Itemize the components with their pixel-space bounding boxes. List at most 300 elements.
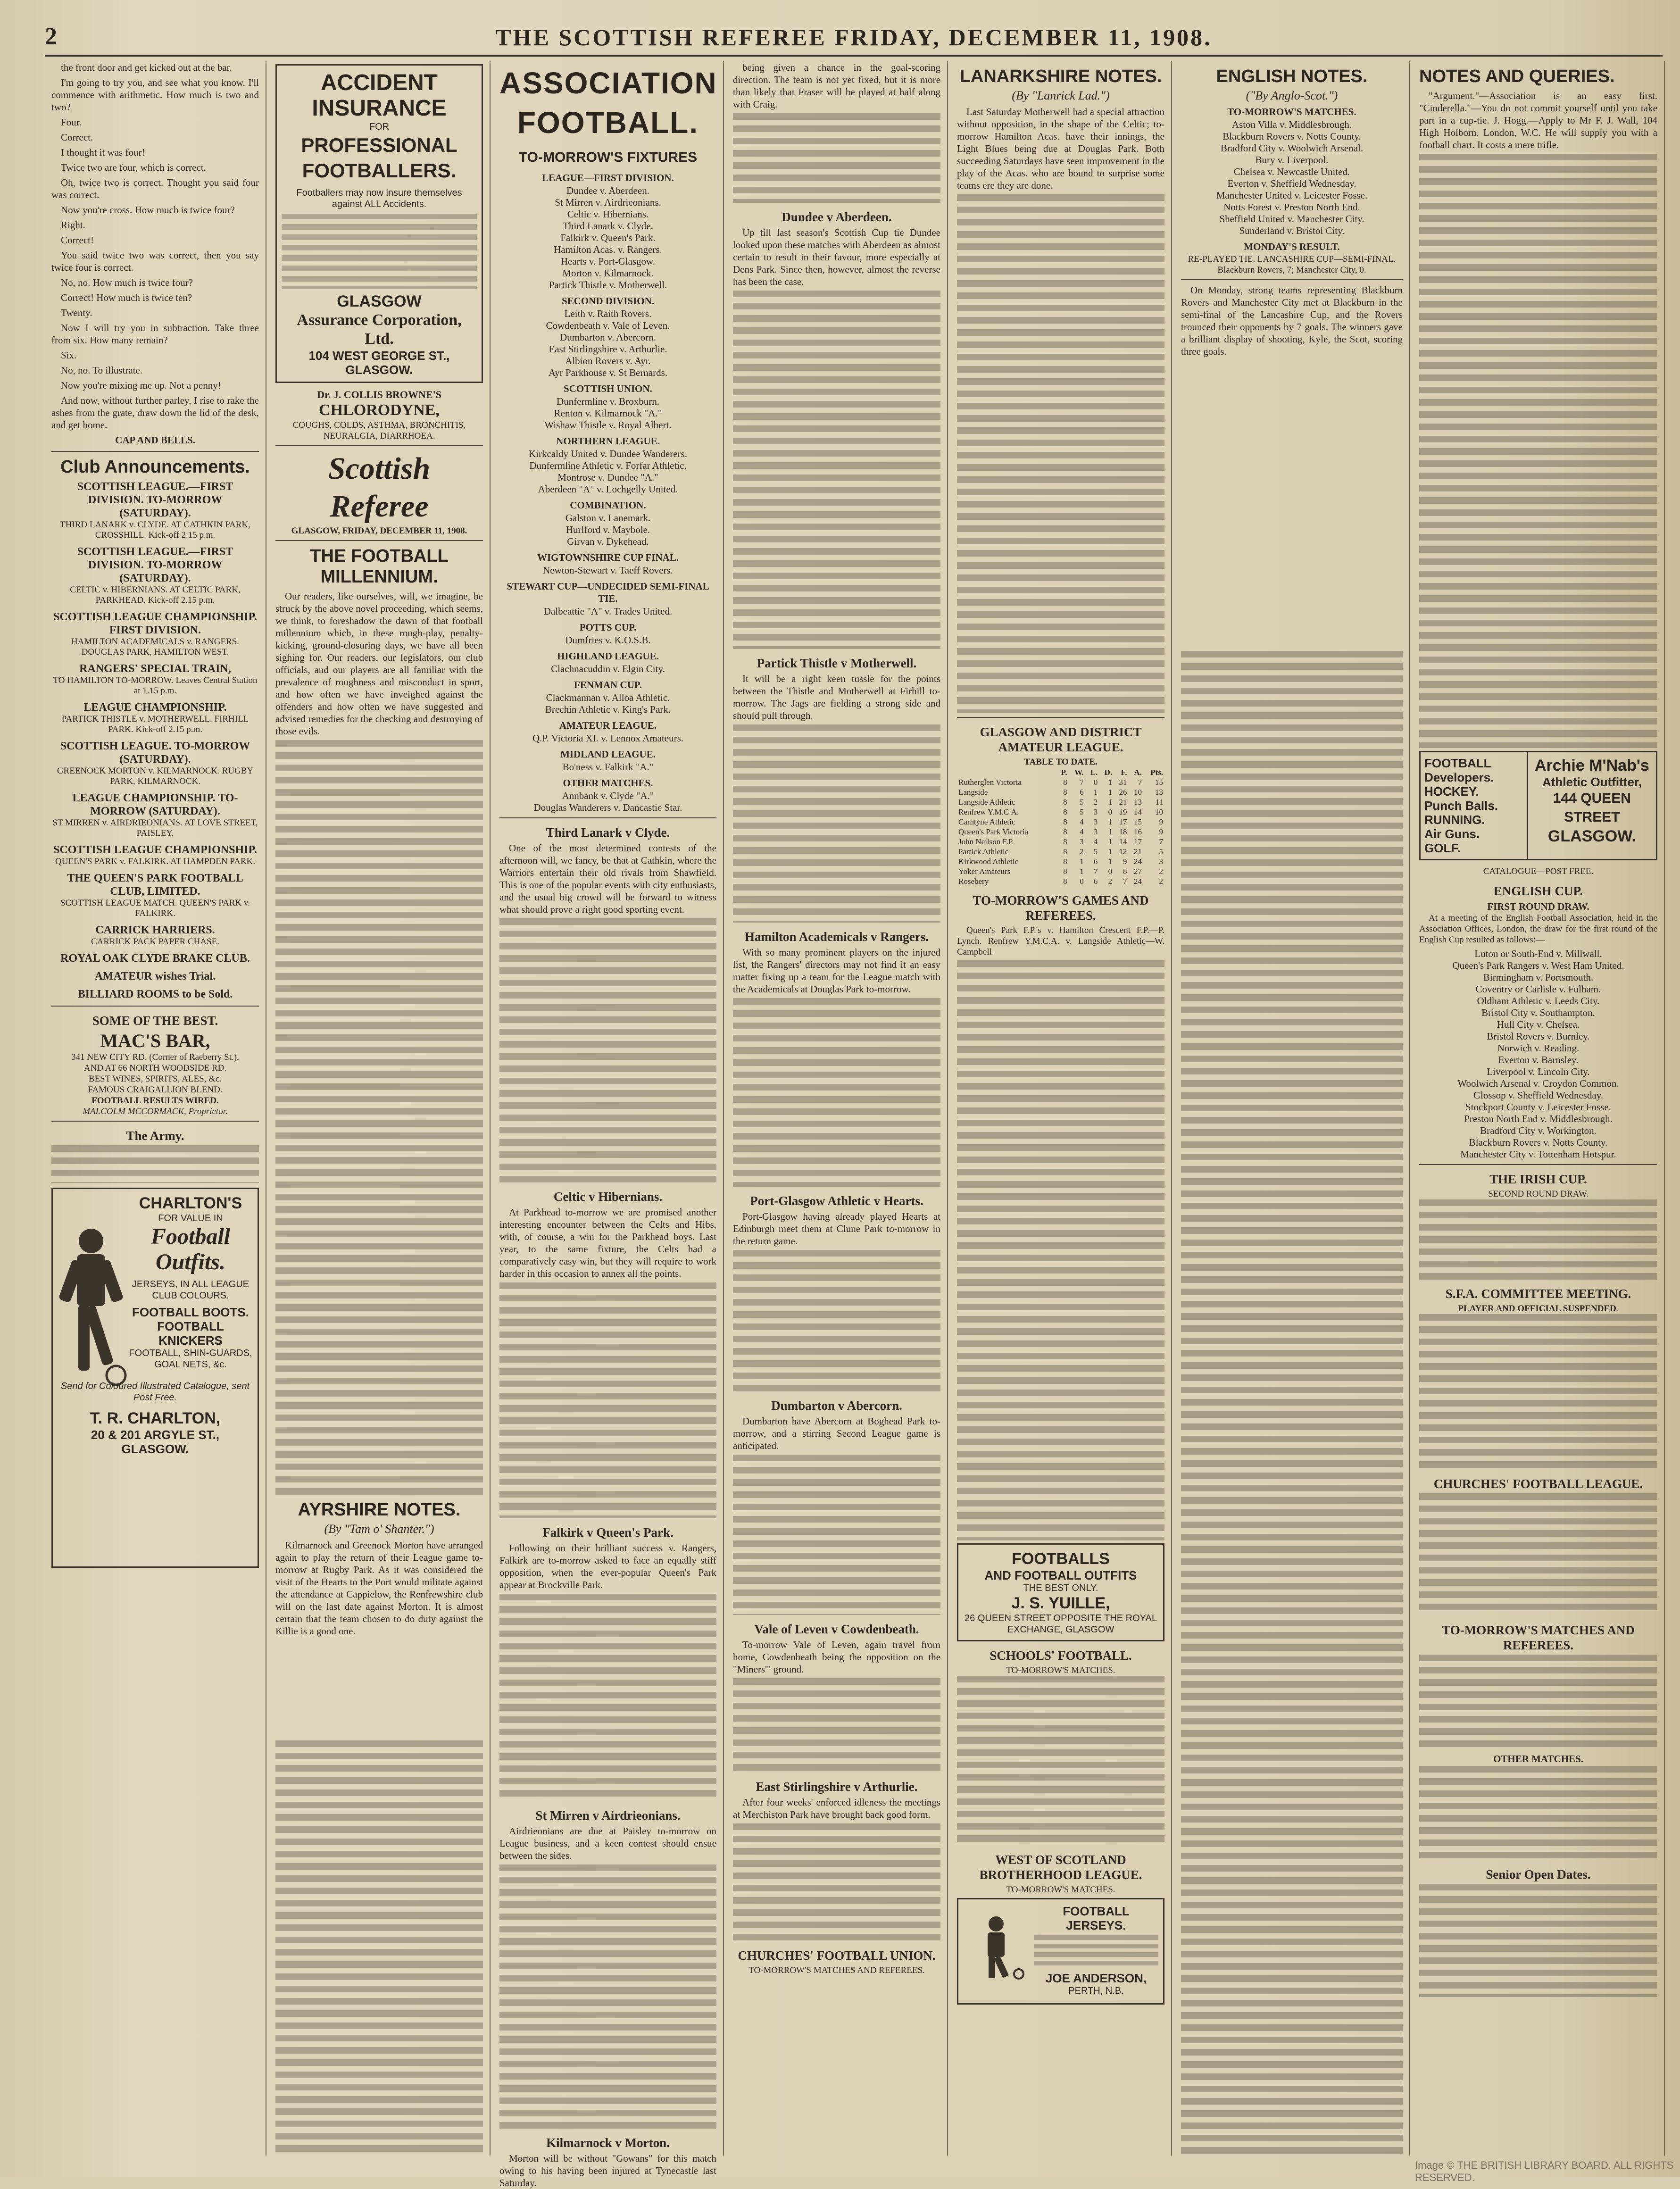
fixture-item: Oldham Athletic v. Leeds City. [1477, 995, 1600, 1007]
match-text: Morton will be without "Gowans" for this match owing to his having been injured at Tynecastle last Saturday. [499, 2153, 716, 2189]
table-cell: 8 [1063, 788, 1067, 797]
insurance-address: GLASGOW. [345, 363, 413, 377]
text-lines [275, 1740, 483, 2156]
fixture-list [499, 185, 716, 291]
fixture-list [499, 396, 716, 431]
table-cell: 3 [1093, 807, 1098, 816]
text-lines [275, 740, 483, 1495]
text-lines [1419, 154, 1657, 748]
table-cell: Renfrew Y.M.C.A. [958, 807, 1019, 816]
divider [51, 1006, 259, 1007]
table-cell: 15 [1155, 778, 1163, 787]
text-lines [733, 724, 940, 923]
english-cup-heading: ENGLISH CUP. [1493, 884, 1583, 898]
table-cell: 1 [1108, 837, 1113, 846]
fixture-item: Montrose v. Dundee "A." [557, 472, 658, 483]
fixture-item: Kirkcaldy United v. Dundee Wanderers. [529, 448, 687, 459]
fixture-item: Bristol City v. Southampton. [1481, 1007, 1595, 1018]
club-notice [51, 872, 259, 919]
fixture-item: Aberdeen "A" v. Lochgelly United. [538, 483, 678, 495]
club-notice-heading: SCOTTISH LEAGUE CHAMPIONSHIP. FIRST DIVISION. [53, 611, 257, 636]
table-cell: 9 [1159, 817, 1163, 826]
dialogue-line: Right. [61, 219, 85, 231]
match-heading: Falkirk v Queen's Park. [542, 1525, 674, 1540]
match-text: To-morrow Vale of Leven, again travel from home, Cowdenbeath being the opposition on the "Miners'" ground. [733, 1639, 940, 1675]
table-cell: 10 [1133, 788, 1142, 797]
club-notices [51, 480, 259, 1001]
dialogue-line: Six. [61, 350, 77, 361]
fixture-list [499, 448, 716, 495]
chlorodyne-title: CHLORODYNE, [319, 401, 440, 419]
column-5 [950, 61, 1172, 2156]
table-cell: 7 [1093, 867, 1098, 876]
fixture-item: Q.P. Victoria XI. v. Lennox Amateurs. [532, 732, 684, 744]
fixture-item: Bo'ness v. Falkirk "A." [562, 761, 654, 773]
text-lines [733, 113, 940, 203]
fixture-item: Dumbarton v. Abercorn. [560, 332, 656, 343]
club-notice-body: CARRICK PACK PAPER CHASE. [91, 937, 220, 947]
table-cell: 6 [1080, 788, 1084, 797]
table-row [957, 876, 1164, 886]
table-cell: 13 [1133, 798, 1142, 807]
league-heading: OTHER MATCHES. [563, 777, 653, 789]
charlton-advert [51, 1188, 259, 1568]
text-lines [733, 1455, 940, 1615]
dialogue-line: No, no. How much is twice four? [61, 277, 193, 288]
table-cell: 1 [1108, 827, 1113, 836]
column-2 [269, 61, 491, 2156]
fixture-list [499, 692, 716, 716]
best-heading: SOME OF THE BEST. [92, 1014, 218, 1028]
mcnab-address: 144 QUEEN STREET [1553, 791, 1631, 825]
fixture-list [499, 512, 716, 548]
match-heading: Dundee v Aberdeen. [782, 210, 892, 224]
text-lines [1419, 1884, 1657, 1997]
fixture-item: Glossop v. Sheffield Wednesday. [1473, 1090, 1604, 1101]
churches-league-heading: CHURCHES' FOOTBALL LEAGUE. [1433, 1477, 1643, 1491]
club-notice [51, 924, 259, 947]
table-cell: Queen's Park Victoria [958, 827, 1029, 836]
table-cell: 4 [1093, 837, 1098, 846]
table-cell: 17 [1133, 837, 1142, 846]
table-header-cell: W. [1074, 768, 1084, 777]
fixture-item: Bradford City v. Woolwich Arsenal. [1220, 142, 1364, 154]
text-lines [957, 1022, 1164, 1540]
charlton-line: FOOTBALL KNICKERS [157, 1319, 224, 1348]
fixture-list [499, 732, 716, 744]
fixture-item: Norwich v. Reading. [1497, 1042, 1580, 1054]
macs-bar-line: BEST WINES, SPIRITS, ALES, &c. [88, 1074, 222, 1084]
yuille-advert [957, 1543, 1164, 1641]
macs-bar-proprietor: MALCOLM MCCORMACK, Proprietor. [83, 1107, 228, 1116]
fixture-item: Birmingham v. Portsmouth. [1483, 972, 1594, 983]
match-heading: Vale of Leven v Cowdenbeath. [754, 1622, 919, 1636]
divider [957, 717, 1164, 718]
mcnab-catalogue: CATALOGUE—POST FREE. [1483, 866, 1594, 876]
dialogue-line: the front door and get kicked out at the bar. [61, 62, 232, 73]
divider [275, 540, 483, 541]
table-cell: 6 [1093, 877, 1098, 886]
column-4 [726, 61, 948, 2156]
table-row [957, 866, 1164, 876]
fixture-item: Chelsea v. Newcastle United. [1233, 166, 1350, 177]
league-heading: STEWART CUP—UNDECIDED SEMI-FINAL TIE. [507, 581, 709, 604]
macs-bar-line: AND AT 66 NORTH WOODSIDE RD. [83, 1063, 227, 1073]
table-cell: Partick Athletic [958, 847, 1009, 856]
table-cell: 9 [1159, 827, 1163, 836]
fixture-item: Newton-Stewart v. Taeff Rovers. [543, 565, 673, 576]
insurance-title: FOOTBALLERS. [302, 159, 457, 182]
fixture-item: Notts Forest v. Preston North End. [1223, 201, 1360, 213]
match-text: Airdrieonians are due at Paisley to-morrow on League business, and a keen contest should ensue between the sides. [499, 1825, 716, 1861]
fixtures-heading: TO-MORROW'S FIXTURES [518, 150, 698, 165]
fixture-item: Luton or South-End v. Millwall. [1474, 948, 1602, 959]
club-notice-heading: SCOTTISH LEAGUE.—FIRST DIVISION. TO-MORROW (SATURDAY). [77, 546, 233, 584]
divider [51, 1121, 259, 1122]
table-cell: 5 [1080, 807, 1084, 816]
league-heading: MIDLAND LEAGUE. [560, 749, 656, 760]
table-cell: Kirkwood Athletic [958, 857, 1019, 866]
insurance-title: INSURANCE [312, 96, 447, 121]
text-lines [1419, 1766, 1657, 1860]
other-matches-heading: OTHER MATCHES. [1493, 1753, 1583, 1765]
fixture-list [499, 565, 716, 576]
club-notice-body: THIRD LANARK v. CLYDE. AT CATHKIN PARK, CROSSHILL. Kick-off 2.15 p.m. [60, 520, 250, 540]
table-cell: 1 [1108, 847, 1113, 856]
fixture-item: Third Lanark v. Clyde. [563, 220, 653, 232]
fixture-item: Bury v. Liverpool. [1255, 154, 1329, 166]
monday-result: Blackburn Rovers, 7; Manchester City, 0. [1217, 265, 1366, 275]
fixture-item: Blackburn Rovers v. Notts County. [1223, 131, 1361, 142]
jersey-name: JOE ANDERSON, [1045, 1971, 1147, 1985]
league-heading: LEAGUE—FIRST DIVISION. [542, 172, 674, 183]
macs-bar-title: MAC'S BAR, [100, 1030, 210, 1051]
fixture-item: Dunfermline Athletic v. Forfar Athletic. [529, 460, 687, 471]
table-heading: TABLE TO DATE. [1024, 757, 1098, 767]
club-notice [51, 843, 259, 867]
club-notice-heading: AMATEUR wishes Trial. [94, 970, 216, 982]
jersey-address: PERTH, N.B. [1068, 1986, 1124, 1996]
table-cell: 1 [1108, 778, 1113, 787]
league-heading: FENMAN CUP. [574, 679, 642, 691]
fixture-item: Liverpool v. Lincoln City. [1487, 1066, 1590, 1077]
table-cell: 11 [1155, 798, 1163, 807]
charlton-line: FOR VALUE IN [158, 1213, 223, 1224]
table-row [957, 817, 1164, 827]
mcnab-advert [1419, 751, 1657, 860]
churches-sub: TO-MORROW'S MATCHES AND REFEREES. [749, 1965, 925, 1975]
divider [1181, 279, 1403, 280]
match-heading: Port-Glasgow Athletic v Hearts. [750, 1194, 923, 1208]
divider [1419, 1164, 1657, 1165]
divider [275, 445, 483, 446]
table-cell: 5 [1080, 798, 1084, 807]
club-notice [51, 610, 259, 658]
fixture-list [499, 634, 716, 646]
table-row [957, 847, 1164, 857]
games-heading: TO-MORROW'S GAMES AND REFEREES. [973, 893, 1149, 923]
section-title: ASSOCIATION FOOTBALL. [499, 66, 717, 140]
table-cell: 4 [1080, 817, 1084, 826]
dialogue-line: Twenty. [61, 307, 92, 318]
table-cell: Rosebery [958, 877, 989, 886]
yuille-title: AND FOOTBALL OUTFITS [984, 1568, 1137, 1582]
table-cell: Langside [958, 788, 988, 797]
column-3 [493, 61, 724, 2189]
text-lines [499, 918, 716, 1182]
table-cell: 0 [1080, 877, 1084, 886]
charlton-address: 20 & 201 ARGYLE ST., GLASGOW. [91, 1428, 220, 1456]
text-lines [957, 194, 1164, 713]
english-text: On Monday, strong teams representing Blackburn Rovers and Manchester City met at Blackburn in the semi-final of the Lancashire Cup, and the Rovers trounced their opponents by 7 goals. The winners gave a brilliant display of shooting, Kyle, the Scot, scoring three goals. [1181, 284, 1403, 357]
english-notes-heading: ENGLISH NOTES. [1216, 67, 1368, 86]
club-notice-heading: SCOTTISH LEAGUE.—FIRST DIVISION. TO-MORROW (SATURDAY). [77, 481, 233, 519]
match-text: Dumbarton have Abercorn at Boghead Park to-morrow, and a stirring Second League game is anticipated. [733, 1415, 940, 1451]
table-header-cell: A. [1134, 768, 1142, 777]
text-lines [499, 1594, 716, 1801]
table-cell: 2 [1080, 847, 1084, 856]
english-cup-intro: At a meeting of the English Football Association, held in the Association Offices, London, the draw for the first round of the English Cup resulted as follows:— [1419, 913, 1657, 945]
table-cell: 3 [1093, 817, 1098, 826]
club-notice-body: SCOTTISH LEAGUE MATCH. QUEEN'S PARK v. FALKIRK. [60, 898, 250, 918]
continued-text: being given a chance in the goal-scoring direction. The team is not yet fixed, but it is more than likely that Fraser will be played at half along with Craig. [733, 62, 940, 110]
dialogue-line: Now I will try you in subtraction. Take three from six. How many remain? [51, 322, 259, 346]
club-notice-body: PARTICK THISTLE v. MOTHERWELL. FIRHILL PARK. Kick-off 2.15 p.m. [61, 714, 249, 734]
insurance-blurb: Footballers may now insure themselves against ALL Accidents. [296, 188, 462, 209]
match-heading: Hamilton Academicals v Rangers. [745, 930, 929, 944]
table-cell: 31 [1119, 778, 1127, 787]
notes-text: "Argument."—Association is an easy first. "Cinderella."—You do not commit yourself until you take part in a cup-tie. J. Hogg.—Apply to Mr F. J. Wall, 104 High Holborn, London, W.C. He will supply you with a football chart. It costs a mere trifle. [1419, 90, 1657, 150]
fixture-item: Dalbeattie "A" v. Trades United. [543, 606, 673, 617]
text-lines [957, 1676, 1164, 1846]
table-cell: 14 [1133, 807, 1142, 816]
match-heading: St Mirren v Airdrieonians. [535, 1808, 681, 1823]
lanarkshire-text: Last Saturday Motherwell had a special attraction without opposition, in the shape of the Celtic; to-morrow Hamilton Acas. have their innings, the Light Blues being due at Douglas Park. Both succeeding Saturdays have seen improvement in the play of the Acas. who are bound to surprise some teams ere they are done. [957, 106, 1164, 191]
table-cell: 8 [1063, 847, 1067, 856]
table-cell: 16 [1133, 827, 1142, 836]
footballer-illustration-icon [963, 1914, 1029, 1980]
fixture-item: Blackburn Rovers v. Notts County. [1469, 1137, 1608, 1148]
table-cell: 15 [1133, 817, 1142, 826]
match-text: It will be a right keen tussle for the points between the Thistle and Motherwell at Firhill to-morrow. The Jags are fielding a strong side and should pull through. [733, 673, 940, 721]
divider [51, 451, 259, 452]
league-heading: COMBINATION. [570, 499, 646, 511]
club-notice-heading: ROYAL OAK CLYDE BRAKE CLUB. [60, 952, 250, 965]
table-cell: 18 [1119, 827, 1127, 836]
table-cell: 17 [1119, 817, 1127, 826]
fixture-item: Hearts v. Port-Glasgow. [560, 256, 656, 267]
text-lines [733, 1823, 940, 1941]
mcnab-item: Air Guns. [1424, 827, 1480, 841]
table-cell: 8 [1063, 798, 1067, 807]
nameplate: Scottish Referee [328, 451, 431, 524]
fixture-item: Falkirk v. Queen's Park. [560, 232, 656, 243]
table-cell: 26 [1119, 788, 1127, 797]
amateur-league-heading: GLASGOW AND DISTRICT AMATEUR LEAGUE. [980, 725, 1142, 754]
text-lines [1419, 1493, 1657, 1616]
mcnab-city: GLASGOW. [1547, 827, 1636, 845]
yuille-address: 26 QUEEN STREET OPPOSITE THE ROYAL EXCHANGE, GLASGOW [965, 1613, 1157, 1635]
league-heading: SECOND DIVISION. [561, 295, 655, 307]
fixture-item: Hamilton Acas. v. Rangers. [554, 244, 662, 255]
fixture-item: Everton v. Barnsley. [1498, 1054, 1579, 1065]
column-6 [1174, 61, 1410, 2156]
league-heading: TO-MORROW'S MATCHES. [1227, 106, 1356, 117]
table-cell: 3 [1093, 827, 1098, 836]
fixture-item: Morton v. Kilmarnock. [562, 267, 654, 279]
dialogue-line: I thought it was four! [61, 147, 145, 158]
fixture-item: St Mirren v. Airdrieonians. [555, 197, 661, 208]
fixture-list [499, 308, 716, 379]
table-cell: 7 [1138, 778, 1142, 787]
english-byline: ("By Anglo-Scot.") [1246, 89, 1338, 102]
table-cell: 8 [1063, 807, 1067, 816]
table-cell: 8 [1063, 877, 1067, 886]
notes-queries-heading: NOTES AND QUERIES. [1419, 67, 1615, 86]
table-cell: 24 [1133, 857, 1142, 866]
charlton-outfits: Outfits. [155, 1249, 226, 1274]
text-lines [282, 214, 477, 289]
table-header-cell [957, 767, 1056, 777]
table-cell: 9 [1123, 857, 1127, 866]
dialogue-line: Correct. [61, 132, 93, 143]
column-1 [45, 61, 266, 2156]
table-cell: 1 [1108, 817, 1113, 826]
fixture-item: Wishaw Thistle v. Royal Albert. [544, 419, 672, 431]
table-cell: 24 [1133, 877, 1142, 886]
league-heading: AMATEUR LEAGUE. [559, 720, 657, 731]
match-heading: East Stirlingshire v Arthurlie. [756, 1780, 918, 1794]
dialogue-line: Now you're mixing me up. Not a penny! [61, 380, 221, 391]
millennium-heading: THE FOOTBALL [310, 546, 449, 566]
club-notice-heading: LEAGUE CHAMPIONSHIP. TO-MORROW (SATURDAY). [72, 792, 238, 817]
brotherhood-sub: TO-MORROW'S MATCHES. [1006, 1885, 1115, 1895]
fixture-item: Aston Villa v. Middlesbrough. [1231, 119, 1352, 130]
table-cell: 7 [1159, 837, 1163, 846]
charlton-line: FOOTBALL BOOTS. [132, 1305, 249, 1319]
table-cell: 0 [1093, 778, 1098, 787]
tomorrow-heading: TO-MORROW'S MATCHES AND REFEREES. [1442, 1623, 1635, 1652]
divider [499, 817, 716, 818]
club-announcements-heading: Club Announcements. [60, 457, 250, 477]
club-notice [51, 970, 259, 983]
match-text: At Parkhead to-morrow we are promised another interesting encounter between the Celts and Hibs, with, of course, a win for the Parkhead boys. Last year, to the same fixture, the Celts had a comparatively easy win, but they will require to work harder in this occasion to annex all the points. [499, 1207, 716, 1279]
copyright-notice: Image © THE BRITISH LIBRARY BOARD. ALL RIGHTS RESERVED. [1415, 2159, 1674, 2183]
army-heading: The Army. [126, 1129, 184, 1143]
table-cell: 5 [1159, 847, 1163, 856]
text-lines [733, 291, 940, 649]
table-header-cell: Pts. [1150, 768, 1163, 777]
fixture-item: Stockport County v. Leicester Fosse. [1465, 1101, 1611, 1113]
table-header-cell: D. [1104, 768, 1113, 777]
league-table [957, 767, 1164, 886]
table-cell: 7 [1123, 877, 1127, 886]
table-cell: 8 [1063, 817, 1067, 826]
table-row [957, 777, 1164, 787]
club-notice [51, 545, 259, 606]
table-row [957, 787, 1164, 797]
match-text: Up till last season's Scottish Cup tie Dundee looked upon these matches with Aberdeen as almost certain to result in their favour, more especially at Dens Park. Since then, however, almost the reverse has been the case. [733, 227, 940, 287]
club-notice [51, 791, 259, 839]
match-text: Port-Glasgow having already played Hearts at Edinburgh meet them at Clune Park to-morrow in the return game. [733, 1211, 940, 1247]
match-heading: Kilmarnock v Morton. [546, 2136, 670, 2150]
insurance-address: 104 WEST GEORGE ST., [308, 349, 450, 363]
text-lines [957, 960, 1164, 1017]
table-header-row [957, 767, 1164, 777]
match-heading: Celtic v Hibernians. [553, 1190, 663, 1204]
ayrshire-heading: AYRSHIRE NOTES. [298, 1500, 461, 1520]
fixture-item: Ayr Parkhouse v. St Bernards. [548, 367, 668, 378]
brotherhood-heading: WEST OF SCOTLAND BROTHERHOOD LEAGUE. [979, 1853, 1142, 1882]
fixture-item: Everton v. Sheffield Wednesday. [1227, 178, 1356, 189]
fixture-item: Dumfries v. K.O.S.B. [565, 634, 651, 646]
table-cell: 12 [1119, 847, 1127, 856]
table-cell: 2 [1093, 798, 1098, 807]
charlton-title: CHARLTON'S [139, 1194, 242, 1212]
fixture-item: Celtic v. Hibernians. [567, 208, 649, 220]
fixture-item: Clachnacuddin v. Elgin City. [551, 663, 665, 674]
league-heading: WIGTOWNSHIRE CUP FINAL. [537, 552, 679, 563]
fixture-item: Leith v. Raith Rovers. [564, 308, 652, 319]
millennium-text: Our readers, like ourselves, will, we imagine, be struck by the above novel proceeding, which seems, we think, to foreshadow the dawn of that football millennium which, in these rough-play, penalty-kicking, ground-closuring days, we have all been sighing for. Our readers, our legislators, our club officials, and our players are all familiar with the prevalence of roughness and misconduct in sport, and how often we have inveighed against the offenders and how often we have suggested and advised remedies for the checking and destroying of those evils. [275, 591, 483, 737]
table-cell: Langside Athletic [958, 798, 1015, 807]
mcnab-name: Archie M'Nab's [1534, 757, 1649, 774]
club-notice-heading: CARRICK HARRIERS. [95, 924, 215, 936]
text-lines [733, 998, 940, 1187]
page-number: 2 [45, 23, 57, 50]
insurance-advert [275, 64, 483, 383]
dateline: GLASGOW, FRIDAY, DECEMBER 11, 1908. [291, 526, 467, 536]
yuille-title: FOOTBALLS [1012, 1550, 1110, 1568]
text-lines [1419, 1655, 1657, 1749]
text-lines [733, 1678, 940, 1773]
mcnab-item: HOCKEY. [1424, 784, 1479, 799]
table-cell: 8 [1063, 867, 1067, 876]
fixture-item: Renton v. Kilmarnock "A." [554, 408, 662, 419]
match-text: After four weeks' enforced idleness the meetings at Merchiston Park have brought back good form. [733, 1797, 940, 1820]
table-header-cell: P. [1061, 768, 1067, 777]
insurance-title: ACCIDENT [321, 70, 438, 95]
table-cell: 2 [1108, 877, 1113, 886]
mcnab-item: FOOTBALL Developers. [1424, 756, 1494, 784]
club-notice [51, 662, 259, 696]
club-notice-heading: LEAGUE CHAMPIONSHIP. [83, 701, 227, 714]
fixture-item: Dunfermline v. Broxburn. [557, 396, 659, 407]
fixture-item: Bristol Rovers v. Burnley. [1487, 1031, 1590, 1042]
table-cell: 1 [1080, 857, 1084, 866]
match-heading: Third Lanark v Clyde. [546, 825, 670, 840]
fixture-item: Bradford City v. Workington. [1480, 1125, 1597, 1136]
fixture-item: Brechin Athletic v. King's Park. [545, 704, 671, 715]
fixture-item: Clackmannan v. Alloa Athletic. [546, 692, 670, 703]
macs-bar-line: FOOTBALL RESULTS WIRED. [91, 1096, 219, 1106]
table-cell: 2 [1159, 877, 1163, 886]
text-lines [733, 1250, 940, 1391]
jersey-advert [957, 1898, 1164, 2005]
charlton-name: T. R. CHARLTON, [90, 1409, 221, 1427]
league-heading: POTTS CUP. [579, 622, 637, 633]
match-text: With so many prominent players on the injured list, the Rangers' directors may not find it an easy matter fixing up a team for the League match with the Academicals at Douglas Park to-morrow. [733, 947, 940, 995]
dialogue-line: Correct! [61, 234, 94, 246]
table-cell: 2 [1159, 867, 1163, 876]
charlton-football: Football [150, 1224, 231, 1249]
dialogue-line: Four. [61, 117, 82, 128]
yuille-line: THE BEST ONLY. [1023, 1583, 1098, 1593]
table-cell: 4 [1080, 827, 1084, 836]
mcnab-item: RUNNING. [1424, 813, 1485, 827]
schools-sub: TO-MORROW'S MATCHES. [1006, 1665, 1115, 1675]
fixture-item: Sunderland v. Bristol City. [1239, 225, 1345, 236]
